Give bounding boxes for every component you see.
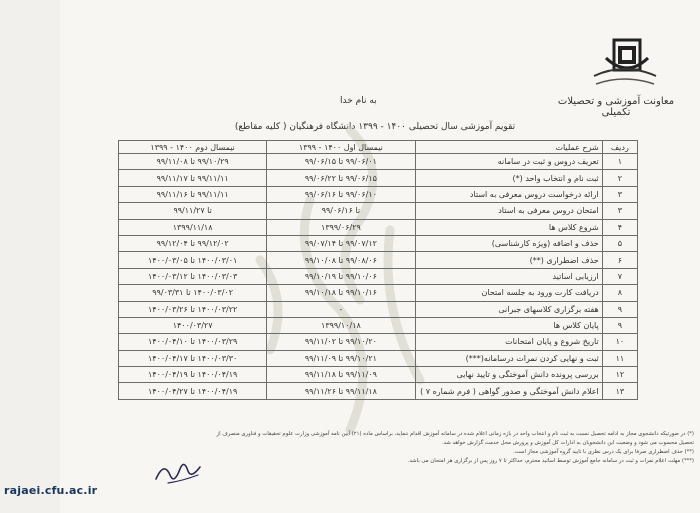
operation-cell: اعلام دانش آموختگی و صدور گواهی ( فرم شماره ۷ ) (415, 383, 602, 399)
sem2-date-cell: ۹۹/۱۱/۱۱ تا ۹۹/۱۱/۱۷ (119, 170, 267, 186)
sem1-date-cell: ۹۹/۰۶/۰۱ تا ۹۹/۰۶/۱۵ (267, 154, 415, 170)
sem1-date-cell: ۹۹/۰۸/۰۶ تا ۹۹/۱۰/۰۸ (267, 252, 415, 268)
table-row (119, 334, 638, 350)
sem1-date-cell: ۹۹/۱۱/۱۸ تا ۹۹/۱۱/۲۶ (267, 383, 415, 399)
table-row (119, 154, 638, 170)
sem1-date-cell: ۹۹/۱۰/۱۶ تا ۹۹/۱۰/۱۸ (267, 285, 415, 301)
sem1-date-cell: ۹۹/۰۶/۱۵ تا ۹۹/۰۶/۲۲ (267, 170, 415, 186)
table-row (119, 252, 638, 268)
sem2-date-cell: ۱۴۰۰/۰۳/۰۳ تا ۱۴۰۰/۰۳/۱۲ (119, 268, 267, 284)
col-header-operation: شرح عملیات (415, 141, 602, 154)
operation-cell: امتحان دروس معرفی به استاد (415, 203, 602, 219)
sem2-date-cell: ۱۴۰۰/۰۴/۱۹ تا ۱۴۰۰/۰۴/۱۹ (119, 367, 267, 383)
operation-cell: ارائه درخواست دروس معرفی به استاد (415, 186, 602, 202)
footnote: (*) در صورتیکه دانشجوی مجاز به ادامه تحصیل نسبت به ثبت نام و انتخاب واحد در بازه زمانی اعلام شده در سامانه آموزش اقدام ننماید، براساس ماده (۲۱) آیین نامه آموزشی وزارت علوم تحقیقات و فناوری منصرف از تحصیل محسوب می شود و وضعیت این دانشجویان به ادارات کل آموزش و پرورش محل خدمت گزارش خواهد شد. (216, 431, 694, 446)
operation-cell: هفته برگزاری کلاسهای جبرانی (415, 301, 602, 317)
sem1-date-cell: ۹۹/۰۷/۱۲ تا ۹۹/۰۷/۱۴ (267, 235, 415, 251)
university-logo (586, 36, 664, 94)
operation-cell: پایان کلاس ها (415, 317, 602, 333)
site-url-link[interactable]: rajaei.cfu.ac.ir (4, 484, 98, 497)
operation-cell: دریافت کارت ورود به جلسه امتحان (415, 285, 602, 301)
sem2-date-cell: ۱۴۰۰/۰۳/۰۲ تا ۹۹/۰۳/۳۱ (119, 285, 267, 301)
operation-cell: ثبت نام و انتخاب واحد (*) (415, 170, 602, 186)
operation-cell: حذف و اضافه (ویژه کارشناسی) (415, 235, 602, 251)
sem1-date-cell: ۹۹/۱۰/۲۱ تا ۹۹/۱۱/۰۹ (267, 350, 415, 366)
row-number: ۱۲ (602, 367, 637, 383)
sem2-date-cell: تا ۹۹/۱۱/۲۷ (119, 203, 267, 219)
sem2-date-cell: ۹۹/۱۱/۱۱ تا ۹۹/۱۱/۱۶ (119, 186, 267, 202)
sem1-date-cell: ۱۳۹۹/۰۶/۲۹ (267, 219, 415, 235)
sem1-date-cell: ۹۹/۱۱/۰۹ تا ۹۹/۱۱/۱۸ (267, 367, 415, 383)
sem2-date-cell: ۱۴۰۰/۰۳/۲۲ تا ۱۴۰۰/۰۳/۲۶ (119, 301, 267, 317)
sem1-date-cell: ۹۹/۱۰/۰۶ تا ۹۹/۱۰/۱۹ (267, 268, 415, 284)
sem2-date-cell: ۹۹/۱۲/۰۲ تا ۹۹/۱۲/۰۴ (119, 235, 267, 251)
table-row (119, 367, 638, 383)
row-number: ۱ (602, 154, 637, 170)
table-row (119, 301, 638, 317)
table-row (119, 383, 638, 399)
sem1-date-cell: ۹۹/۱۰/۲۰ تا ۹۹/۱۱/۰۲ (267, 334, 415, 350)
page-title: تقویم آموزشی سال تحصیلی ۱۴۰۰ - ۱۳۹۹ دانشگاه فرهنگیان ( کلیه مقاطع) (234, 122, 516, 132)
table-row (119, 235, 638, 251)
row-number: ۳ (602, 203, 637, 219)
sem2-date-cell: ۱۴۰۰/۰۴/۱۹ تا ۱۴۰۰/۰۴/۲۷ (119, 383, 267, 399)
sem2-date-cell: ۹۹/۱۰/۲۹ تا ۹۹/۱۱/۰۸ (119, 154, 267, 170)
table-header-row (119, 141, 638, 154)
sem1-date-cell: تا ۹۹/۰۶/۱۶ (267, 203, 415, 219)
col-header-sem1: نیمسال اول ۱۴۰۰ - ۱۳۹۹ (267, 141, 415, 154)
operation-cell: ثبت و نهایی کردن نمرات درسامانه(***) (415, 350, 602, 366)
row-number: ۹ (602, 301, 637, 317)
row-number: ۸ (602, 285, 637, 301)
academic-calendar-table (118, 140, 638, 400)
table-row (119, 317, 638, 333)
table-row (119, 170, 638, 186)
footnote: (***) مهلت اعلام نمرات و ثبت در سامانه جامع آموزش توسط اساتید محترم، حداکثر تا ۷ روز پس از برگزاری هر امتحان می باشد. (407, 458, 694, 464)
col-header-no: ردیف (602, 141, 637, 154)
row-number: ۴ (602, 219, 637, 235)
table-row (119, 186, 638, 202)
row-number: ۳ (602, 186, 637, 202)
sem2-date-cell: ۱۴۰۰/۰۳/۳۰ تا ۱۴۰۰/۰۴/۱۷ (119, 350, 267, 366)
operation-cell: بررسی پرونده دانش آموختگی و تایید نهایی (415, 367, 602, 383)
row-number: ۱۱ (602, 350, 637, 366)
operation-cell: تاریخ شروع و پایان امتحانات (415, 334, 602, 350)
row-number: ۷ (602, 268, 637, 284)
table-row (119, 219, 638, 235)
row-number: ۱۳ (602, 383, 637, 399)
sem1-date-cell: ۹۹/۰۶/۱۰ تا ۹۹/۰۶/۱۶ (267, 186, 415, 202)
operation-cell: ارزیابی اساتید (415, 268, 602, 284)
row-number: ۹ (602, 317, 637, 333)
table-row (119, 203, 638, 219)
basmala: به نام خدا (340, 96, 377, 106)
operation-cell: شروع کلاس ها (415, 219, 602, 235)
operation-cell: حذف اضطراری (**) (415, 252, 602, 268)
row-number: ۵ (602, 235, 637, 251)
sem2-date-cell: ۱۴۰۰/۰۳/۲۹ تا ۱۴۰۰/۰۴/۱۰ (119, 334, 267, 350)
footnote: (**) حذف اضطراری صرفا برای یک درس نظری با تایید گروه آموزشی مجاز است. (513, 449, 694, 455)
sem2-date-cell: ۱۴۰۰/۰۳/۲۷ (119, 317, 267, 333)
row-number: ۲ (602, 170, 637, 186)
sem2-date-cell: ۱۳۹۹/۱۱/۱۸ (119, 219, 267, 235)
table-row (119, 268, 638, 284)
operation-cell: تعریف دروس و ثبت در سامانه (415, 154, 602, 170)
sem2-date-cell: ۱۴۰۰/۰۳/۰۱ تا ۱۴۰۰/۰۳/۰۵ (119, 252, 267, 268)
table-row (119, 285, 638, 301)
row-number: ۱۰ (602, 334, 637, 350)
signature (152, 455, 207, 487)
row-number: ۶ (602, 252, 637, 268)
org-subtitle: معاونت آموزشی و تحصیلات تکمیلی (557, 96, 675, 118)
sem1-date-cell: ۱۳۹۹/۱۰/۱۸ (267, 317, 415, 333)
sem1-date-cell: - (267, 301, 415, 317)
col-header-sem2: نیمسال دوم ۱۴۰۰ - ۱۳۹۹ (119, 141, 267, 154)
table-row (119, 350, 638, 366)
